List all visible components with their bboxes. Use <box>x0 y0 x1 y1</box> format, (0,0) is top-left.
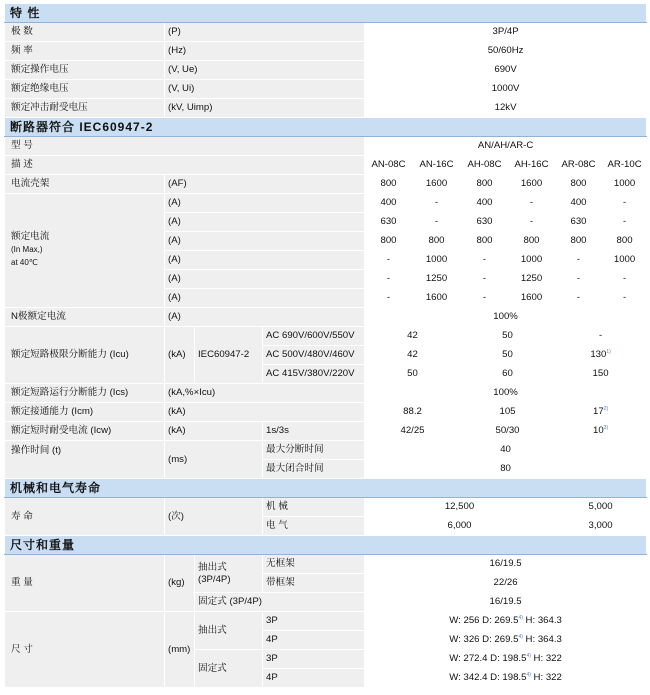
cell: 1600 <box>413 175 461 194</box>
cell: 800 <box>509 232 555 251</box>
value: 100% <box>365 384 647 403</box>
unit: (ms) <box>165 441 263 479</box>
dim-height: H: 364.3 <box>522 615 562 627</box>
dim-value <box>365 612 647 631</box>
desc-label: 描 述 <box>5 156 365 175</box>
cell: - <box>461 270 509 289</box>
voltage: AC 500V/480V/460V <box>263 346 365 365</box>
dim-text: W: 342.4 D: 198.5 <box>449 672 527 684</box>
section-title-dimensions: 尺寸和重量 <box>5 536 647 555</box>
unit: (kA,%×Icu) <box>165 384 365 403</box>
cell: 105 <box>461 403 555 422</box>
cell: - <box>365 270 413 289</box>
op-sub-label: 最大分断时间 <box>263 441 365 460</box>
rated-current-label <box>5 194 165 308</box>
cell: 12,500 <box>365 498 555 517</box>
unit: (V, Ue) <box>165 61 365 80</box>
ics-label: 额定短路运行分断能力 (Ics) <box>5 384 165 403</box>
cell: 400 <box>555 194 603 213</box>
draw-out-text: 抽出式 <box>198 562 227 573</box>
weight-sub-label: 带框架 <box>263 574 365 593</box>
cell: 800 <box>365 232 413 251</box>
value: 16/19.5 <box>365 593 647 612</box>
cell: 800 <box>461 232 509 251</box>
pole-label: 4P <box>263 631 365 650</box>
cell: - <box>555 327 647 346</box>
icu-label: 额定短路极限分断能力 (Icu) <box>5 327 165 384</box>
cell: 1600 <box>413 289 461 308</box>
footnote-mark: 4) <box>518 634 523 641</box>
dim-value <box>365 650 647 669</box>
cell: - <box>509 213 555 232</box>
cell: 42 <box>365 346 461 365</box>
unit: (V, Ui) <box>165 80 365 99</box>
cell: 1250 <box>413 270 461 289</box>
cell: 630 <box>461 213 509 232</box>
row-label: 额定绝缘电压 <box>5 80 165 99</box>
fixed-label: 固定式 (3P/4P) <box>195 593 365 612</box>
fixed-label: 固定式 <box>195 650 263 688</box>
type-value: AN/AH/AR-C <box>365 137 647 156</box>
life-sub-label: 电 气 <box>263 517 365 536</box>
cell: 800 <box>555 232 603 251</box>
cell <box>555 346 647 365</box>
cell: - <box>365 251 413 270</box>
row-label: 额定冲击耐受电压 <box>5 99 165 118</box>
dim-height: H: 364.3 <box>522 634 562 646</box>
cell: 50 <box>461 327 555 346</box>
icm-label: 额定接通能力 (Icm) <box>5 403 165 422</box>
footnote-mark: 4) <box>526 653 531 660</box>
pole-label: 3P <box>263 612 365 631</box>
cell: 42/25 <box>365 422 461 441</box>
model-header: AN-08C <box>365 156 413 175</box>
cell: - <box>555 289 603 308</box>
cell: 1250 <box>509 270 555 289</box>
row-label: 频 率 <box>5 42 165 61</box>
cell: 1000 <box>509 251 555 270</box>
rated-current-title: 额定电流 <box>11 231 50 243</box>
cell: 800 <box>603 232 647 251</box>
spec-table <box>4 3 647 688</box>
value: 50/60Hz <box>365 42 647 61</box>
unit: (Hz) <box>165 42 365 61</box>
cell: - <box>461 251 509 270</box>
cell-value: 10 <box>593 425 604 437</box>
cell: 800 <box>413 232 461 251</box>
cell: 60 <box>461 365 555 384</box>
section-title-life: 机械和电气寿命 <box>5 479 647 498</box>
cell: - <box>365 289 413 308</box>
cell: 1600 <box>509 175 555 194</box>
cell-value: 17 <box>593 406 604 418</box>
n-pole-label: N极额定电流 <box>5 308 165 327</box>
cell: - <box>603 289 647 308</box>
pole-label: 3P <box>263 650 365 669</box>
dim-value <box>365 631 647 650</box>
voltage: AC 690V/600V/550V <box>263 327 365 346</box>
unit: (kA) <box>165 403 365 422</box>
value: 12kV <box>365 99 647 118</box>
section-title-standard: 断路器符合 IEC60947-2 <box>5 118 647 137</box>
model-header: AH-08C <box>461 156 509 175</box>
model-header: AH-16C <box>509 156 555 175</box>
life-sub-label: 机 械 <box>263 498 365 517</box>
cell: 88.2 <box>365 403 461 422</box>
weight-label: 重 量 <box>5 555 165 612</box>
cell: - <box>603 194 647 213</box>
cell <box>555 422 647 441</box>
cell: 800 <box>555 175 603 194</box>
draw-out-poles: (3P/4P) <box>198 573 231 585</box>
value: 3P/4P <box>365 23 647 42</box>
cell <box>555 403 647 422</box>
cell: 800 <box>365 175 413 194</box>
value: 1000V <box>365 80 647 99</box>
dim-height: H: 322 <box>530 672 562 684</box>
dim-height: H: 322 <box>530 653 562 665</box>
rated-current-temp: at 40℃ <box>11 257 38 267</box>
value: 100% <box>365 308 647 327</box>
cell: - <box>413 213 461 232</box>
voltage: AC 415V/380V/220V <box>263 365 365 384</box>
footnote-mark: 3) <box>603 425 609 432</box>
type-label: 型 号 <box>5 137 365 156</box>
cell: 50 <box>461 346 555 365</box>
footnote-mark: 1) <box>606 349 611 356</box>
cell: 1000 <box>413 251 461 270</box>
dim-text: W: 256 D: 269.5 <box>449 615 519 627</box>
cell: 50 <box>365 365 461 384</box>
pole-label: 4P <box>263 669 365 688</box>
dim-text: W: 272.4 D: 198.5 <box>449 653 527 665</box>
cell: 5,000 <box>555 498 647 517</box>
draw-out-label <box>195 555 263 593</box>
unit: (A) <box>165 308 365 327</box>
cell: 1000 <box>603 251 647 270</box>
unit: (kV, Uimp) <box>165 99 365 118</box>
row-label: 额定操作电压 <box>5 61 165 80</box>
unit: (A) <box>165 251 365 270</box>
value: 80 <box>365 460 647 479</box>
op-time-label: 操作时间 (t) <box>5 441 165 479</box>
cell: 50/30 <box>461 422 555 441</box>
row-label: 极 数 <box>5 23 165 42</box>
op-sub-label: 最大闭合时间 <box>263 460 365 479</box>
cell: 630 <box>555 213 603 232</box>
value: 22/26 <box>365 574 647 593</box>
footnote-mark: 2) <box>603 406 609 413</box>
cell: - <box>509 194 555 213</box>
cell-value: 130 <box>590 349 607 361</box>
cell: 3,000 <box>555 517 647 536</box>
dims-label: 尺 寸 <box>5 612 165 688</box>
unit: (A) <box>165 232 365 251</box>
icw-label: 额定短时耐受电流 (Icw) <box>5 422 165 441</box>
cell: - <box>413 194 461 213</box>
cell: 1600 <box>509 289 555 308</box>
cell: - <box>603 270 647 289</box>
model-header: AN-16C <box>413 156 461 175</box>
model-header: AR-08C <box>555 156 603 175</box>
cell: 6,000 <box>365 517 555 536</box>
cell: - <box>555 270 603 289</box>
cell: 150 <box>555 365 647 384</box>
value: 690V <box>365 61 647 80</box>
value: 16/19.5 <box>365 555 647 574</box>
cell: 400 <box>461 194 509 213</box>
draw-out-label: 抽出式 <box>195 612 263 650</box>
footnote-mark: 4) <box>526 672 531 679</box>
cell: - <box>555 251 603 270</box>
unit: (kA) <box>165 422 263 441</box>
footnote-mark: 4) <box>518 615 523 622</box>
cell: 1000 <box>603 175 647 194</box>
unit: (P) <box>165 23 365 42</box>
unit: (A) <box>165 213 365 232</box>
time: 1s/3s <box>263 422 365 441</box>
cell: 400 <box>365 194 413 213</box>
cell: 630 <box>365 213 413 232</box>
unit: (mm) <box>165 612 195 688</box>
life-label: 寿 命 <box>5 498 165 536</box>
cell: 800 <box>461 175 509 194</box>
unit: (A) <box>165 289 365 308</box>
frame-label: 电流壳架 <box>5 175 165 194</box>
cell: 42 <box>365 327 461 346</box>
weight-sub-label: 无框架 <box>263 555 365 574</box>
unit: (次) <box>165 498 263 536</box>
section-title-characteristics: 特 性 <box>5 4 647 23</box>
unit: (kg) <box>165 555 195 612</box>
value: 40 <box>365 441 647 460</box>
unit: (A) <box>165 270 365 289</box>
unit: (AF) <box>165 175 365 194</box>
unit: (kA) <box>165 327 195 384</box>
dim-value <box>365 669 647 688</box>
dim-text: W: 326 D: 269.5 <box>449 634 519 646</box>
standard: IEC60947-2 <box>195 327 263 384</box>
rated-current-sub: (In Max,) <box>11 245 43 255</box>
cell: - <box>461 289 509 308</box>
cell: - <box>603 213 647 232</box>
model-header: AR-10C <box>603 156 647 175</box>
unit: (A) <box>165 194 365 213</box>
